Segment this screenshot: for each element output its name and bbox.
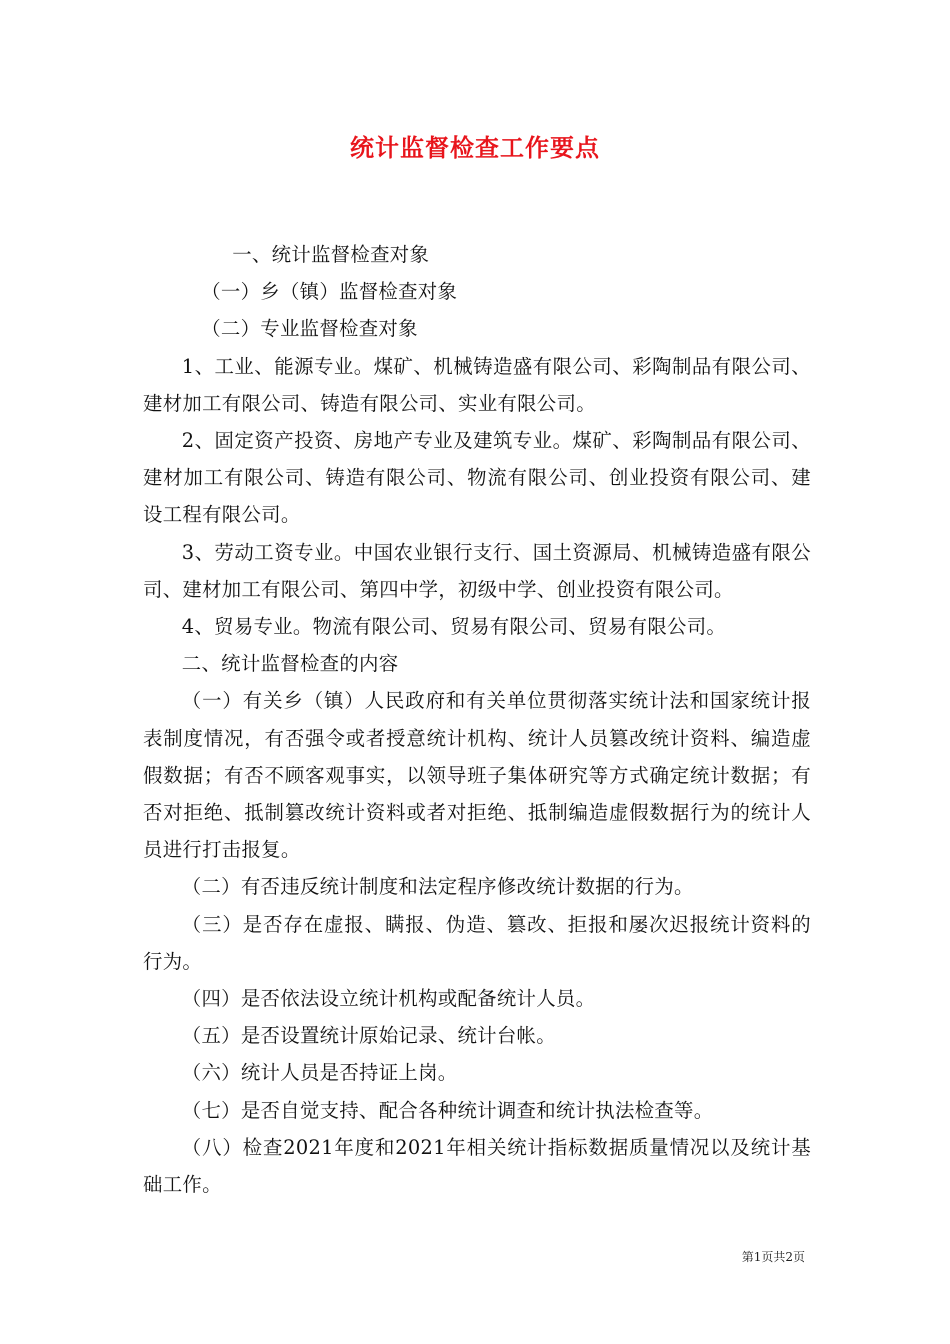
paragraph: （六）统计人员是否持证上岗。 — [181, 1061, 458, 1085]
paragraph: （四）是否依法设立统计机构或配备统计人员。 — [181, 987, 596, 1011]
paragraph: （一）有关乡（镇）人民政府和有关单位贯彻落实统计法和国家统计报表制度情况，有否强令或者授意统计机构、统计人员篡改统计资料、编造虚假数据；有否不顾客观事实，以领导班子集体研究等方式确定统计数据；有否对拒绝、抵制篡改统计资料或者对拒绝、抵制编造虚假数据行为的统计人员进行打击报复。 — [143, 689, 811, 862]
section-heading-2: 二、统计监督检查的内容 — [181, 652, 399, 676]
section-heading-1: 一、统计监督检查对象 — [232, 243, 430, 266]
paragraph: （二）有否违反统计制度和法定程序修改统计数据的行为。 — [181, 875, 694, 899]
paragraph: （三）是否存在虚报、瞒报、伪造、篡改、拒报和屡次迟报统计资料的行为。 — [143, 912, 811, 973]
paragraph: 2、固定资产投资、房地产专业及建筑专业。煤矿、彩陶制品有限公司、建材加工有限公司、铸造有限公司、物流有限公司、创业投资有限公司、建设工程有限公司。 — [143, 429, 811, 527]
subsection-heading: （二）专业监督检查对象 — [201, 317, 418, 341]
document-body — [143, 236, 811, 1203]
paragraph: （八）检查2021年度和2021年相关统计指标数据质量情况以及统计基础工作。 — [143, 1135, 811, 1197]
paragraph: （七）是否自觉支持、配合各种统计调查和统计执法检查等。 — [181, 1098, 714, 1122]
document-title: 统计监督检查工作要点 — [350, 134, 600, 162]
paragraph: 3、劳动工资专业。中国农业银行支行、国土资源局、机械铸造盛有限公司、建材加工有限公司、第四中学，初级中学、创业投资有限公司。 — [143, 540, 811, 601]
paragraph: 4、贸易专业。物流有限公司、贸易有限公司、贸易有限公司。 — [181, 615, 727, 639]
subsection-heading: （一）乡（镇）监督检查对象 — [201, 280, 458, 304]
paragraph: 1、工业、能源专业。煤矿、机械铸造盛有限公司、彩陶制品有限公司、建材加工有限公司、铸造有限公司、实业有限公司。 — [143, 354, 811, 415]
page-number: 第1页共2页 — [741, 1250, 805, 1264]
paragraph: （五）是否设置统计原始记录、统计台帐。 — [181, 1024, 556, 1048]
